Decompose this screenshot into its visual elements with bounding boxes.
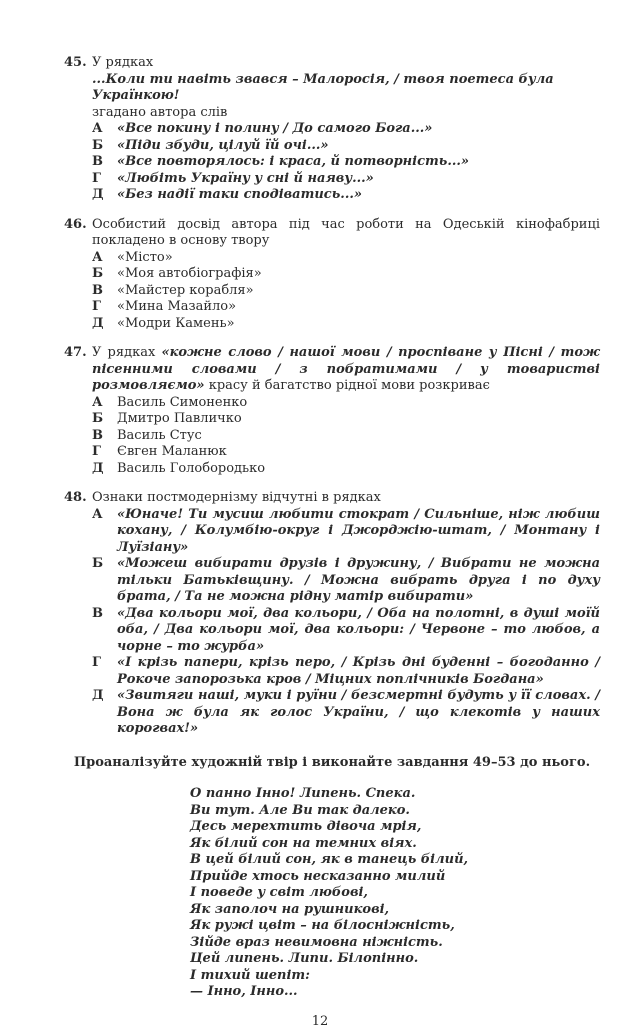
option-letter: В [92,283,117,300]
poem-excerpt [190,786,600,1001]
option-text: «Без надії таки сподіватись...» [117,187,600,204]
option-letter: Д [92,187,117,204]
option-letter: Б [92,411,117,428]
option-text: Євген Маланюк [117,444,600,461]
question-number: 47. [64,345,92,477]
question-text: Особистий досвід автора під час роботи на Одеській кінофабриці покладено в основу твору [92,217,600,250]
poem-line: Як заполоч на рушникові, [190,902,600,919]
question-quote: «кожне слово / нашої мови / проспіване у Пісні / тож пісенними словами / з побратимами / у товаристві розмовляємо» [92,345,600,393]
answer-option-b [92,138,600,155]
option-text: «Мина Мазайло» [117,299,600,316]
question-body [92,490,600,738]
question-text: згадано автора слів [92,105,600,122]
question-text-after: красу й багатство рідної мови розкриває [205,378,490,393]
option-letter: Г [92,171,117,188]
option-letter: Г [92,444,117,461]
option-letter: Г [92,299,117,316]
poem-line: Ви тут. Але Ви так далеко. [190,803,600,820]
answer-option-d [92,688,600,738]
question-48 [64,490,600,738]
answer-option-h [92,655,600,688]
option-letter: Д [92,461,117,478]
question-body [92,345,600,477]
poem-line: Прийде хтось несказанно милий [190,869,600,886]
question-text-before: У рядках [92,345,161,360]
poem-line: Десь мерехтить дівоча мрія, [190,819,600,836]
question-47 [64,345,600,477]
answer-option-h [92,171,600,188]
option-letter: Б [92,138,117,155]
option-text: «Любіть Україну у сні й наяву...» [117,171,600,188]
question-quote: ...Коли ти навіть звався – Малоросія, / твоя поетеса була Українкою! [92,72,600,105]
option-letter: В [92,606,117,656]
answer-option-h [92,444,600,461]
question-body [92,55,600,204]
option-letter: Б [92,556,117,606]
option-letter: Д [92,316,117,333]
option-text: Василь Стус [117,428,600,445]
option-letter: А [92,507,117,557]
option-text: «Звитяги наші, муки і руїни / безсмертні будуть у її словах. / Вона ж була як голос України, / що клекотів у наших корогвах!» [117,688,600,738]
question-number: 46. [64,217,92,333]
option-letter: Г [92,655,117,688]
option-text: «Піди збуди, цілуй їй очі...» [117,138,600,155]
answer-option-b [92,266,600,283]
question-number: 45. [64,55,92,204]
option-text: Василь Голобородько [117,461,600,478]
answer-option-a [92,507,600,557]
option-text: «Можеш вибирати друзів і дружину, / Вибрати не можна тільки Батьківщину. / Можна вибрать друга і по духу брата, / Та не можна рідну матір вибирати» [117,556,600,606]
option-letter: А [92,121,117,138]
option-letter: Д [92,688,117,738]
poem-line: Цей липень. Липи. Білопінно. [190,951,600,968]
option-text: Дмитро Павличко [117,411,600,428]
answer-option-d [92,187,600,204]
option-letter: В [92,154,117,171]
question-text: У рядках [92,55,600,72]
poem-line: І тихий шепіт: [190,968,600,985]
poem-line: В цей білий сон, як в танець білий, [190,852,600,869]
answer-option-v [92,154,600,171]
question-text: Ознаки постмодернізму відчутні в рядках [92,490,600,507]
option-text: «Все покину і полину / До самого Бога...» [117,121,600,138]
poem-line: — Інно, Інно... [190,984,600,1001]
option-text: «Все повторялось: і краса, й потворність...» [117,154,600,171]
option-text: «Два кольори мої, два кольори, / Оба на полотні, в душі моїй оба, / Два кольори мої, два кольори: / Червоне – то любов, а чорне – то журба» [117,606,600,656]
answer-option-d [92,316,600,333]
option-text: Василь Симоненко [117,395,600,412]
poem-line: О панно Інно! Липень. Спека. [190,786,600,803]
option-letter: Б [92,266,117,283]
option-text: «Модри Камень» [117,316,600,333]
option-letter: А [92,395,117,412]
option-text: «Моя автобіографія» [117,266,600,283]
option-text: «Майстер корабля» [117,283,600,300]
question-body [92,217,600,333]
question-text [92,345,600,395]
answer-option-v [92,428,600,445]
option-text: «Місто» [117,250,600,267]
option-text: «Юначе! Ти мусиш любити стократ / Сильніше, ніж любиш кохану, / Колумбію-округ і Джорджію-штат, / Монтану і Луїзіану» [117,507,600,557]
option-letter: А [92,250,117,267]
option-text: «І крізь папери, крізь перо, / Крізь дні буденні – богоданно / Рокоче запорозька кров / Міцних поплічників Богдана» [117,655,600,688]
analysis-instruction: Проаналізуйте художній твір і виконайте завдання 49–53 до нього. [64,755,600,772]
answer-option-a [92,121,600,138]
question-number: 48. [64,490,92,738]
answer-option-d [92,461,600,478]
answer-option-v [92,283,600,300]
poem-line: Зійде враз невимовна ніжність. [190,935,600,952]
question-46 [64,217,600,333]
answer-option-h [92,299,600,316]
answer-option-v [92,606,600,656]
poem-line: Як ружі цвіт – на білосніжність, [190,918,600,935]
poem-line: Як білий сон на темних віях. [190,836,600,853]
answer-option-b [92,556,600,606]
answer-option-b [92,411,600,428]
option-letter: В [92,428,117,445]
answer-option-a [92,395,600,412]
poem-line: І поведе у світ любові, [190,885,600,902]
answer-option-a [92,250,600,267]
page-number: 12 [0,1014,640,1030]
question-45 [64,55,600,204]
